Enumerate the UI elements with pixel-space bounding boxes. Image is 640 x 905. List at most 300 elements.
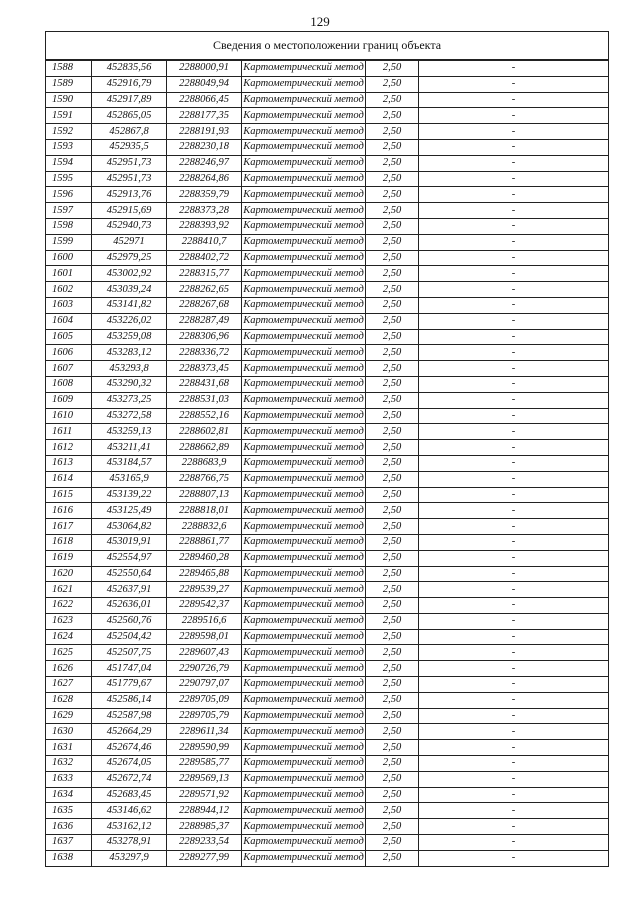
point-number-cell: 1593 (46, 139, 92, 155)
y-coordinate-cell: 2289705,09 (167, 692, 242, 708)
y-coordinate-cell: 2288177,35 (167, 108, 242, 124)
accuracy-cell: 2,50 (366, 92, 419, 108)
description-cell: - (419, 155, 609, 171)
method-cell: Картометрический метод (242, 329, 366, 345)
point-number-cell: 1601 (46, 266, 92, 282)
method-cell: Картометрический метод (242, 519, 366, 535)
accuracy-cell: 2,50 (366, 613, 419, 629)
table-row (46, 297, 609, 313)
y-coordinate-cell: 2289460,28 (167, 550, 242, 566)
description-cell: - (419, 550, 609, 566)
accuracy-cell: 2,50 (366, 392, 419, 408)
x-coordinate-cell: 453125,49 (92, 503, 167, 519)
accuracy-cell: 2,50 (366, 171, 419, 187)
table-row (46, 345, 609, 361)
x-coordinate-cell: 453064,82 (92, 519, 167, 535)
description-cell: - (419, 60, 609, 76)
method-cell: Картометрический метод (242, 740, 366, 756)
description-cell: - (419, 835, 609, 851)
x-coordinate-cell: 452560,76 (92, 613, 167, 629)
table-row (46, 60, 609, 76)
x-coordinate-cell: 452550,64 (92, 566, 167, 582)
accuracy-cell: 2,50 (366, 234, 419, 250)
table-row (46, 677, 609, 693)
table-row (46, 661, 609, 677)
table-row (46, 361, 609, 377)
x-coordinate-cell: 452674,05 (92, 756, 167, 772)
x-coordinate-cell: 453002,92 (92, 266, 167, 282)
y-coordinate-cell: 2288000,91 (167, 60, 242, 76)
point-number-cell: 1638 (46, 850, 92, 866)
point-number-cell: 1615 (46, 487, 92, 503)
accuracy-cell: 2,50 (366, 598, 419, 614)
y-coordinate-cell: 2290726,79 (167, 661, 242, 677)
y-coordinate-cell: 2288662,89 (167, 440, 242, 456)
x-coordinate-cell: 453019,91 (92, 534, 167, 550)
description-cell: - (419, 361, 609, 377)
description-cell: - (419, 329, 609, 345)
description-cell: - (419, 677, 609, 693)
y-coordinate-cell: 2289277,99 (167, 850, 242, 866)
y-coordinate-cell: 2290797,07 (167, 677, 242, 693)
boundary-table (45, 31, 609, 867)
point-number-cell: 1618 (46, 534, 92, 550)
description-cell: - (419, 598, 609, 614)
table-row (46, 218, 609, 234)
point-number-cell: 1616 (46, 503, 92, 519)
x-coordinate-cell: 453162,12 (92, 819, 167, 835)
accuracy-cell: 2,50 (366, 566, 419, 582)
point-number-cell: 1620 (46, 566, 92, 582)
accuracy-cell: 2,50 (366, 645, 419, 661)
point-number-cell: 1589 (46, 76, 92, 92)
table-row (46, 313, 609, 329)
y-coordinate-cell: 2288306,96 (167, 329, 242, 345)
x-coordinate-cell: 453165,9 (92, 471, 167, 487)
table-row (46, 139, 609, 155)
table-row (46, 108, 609, 124)
x-coordinate-cell: 452971 (92, 234, 167, 250)
table-row (46, 392, 609, 408)
point-number-cell: 1617 (46, 519, 92, 535)
point-number-cell: 1637 (46, 835, 92, 851)
accuracy-cell: 2,50 (366, 155, 419, 171)
method-cell: Картометрический метод (242, 613, 366, 629)
table-title: Сведения о местоположении границ объекта (46, 32, 609, 61)
accuracy-cell: 2,50 (366, 187, 419, 203)
y-coordinate-cell: 2288359,79 (167, 187, 242, 203)
accuracy-cell: 2,50 (366, 740, 419, 756)
x-coordinate-cell: 452672,74 (92, 771, 167, 787)
x-coordinate-cell: 452915,69 (92, 203, 167, 219)
y-coordinate-cell: 2289542,37 (167, 598, 242, 614)
accuracy-cell: 2,50 (366, 329, 419, 345)
method-cell: Картометрический метод (242, 487, 366, 503)
y-coordinate-cell: 2289539,27 (167, 582, 242, 598)
method-cell: Картометрический метод (242, 392, 366, 408)
accuracy-cell: 2,50 (366, 361, 419, 377)
point-number-cell: 1607 (46, 361, 92, 377)
x-coordinate-cell: 452664,29 (92, 724, 167, 740)
point-number-cell: 1594 (46, 155, 92, 171)
y-coordinate-cell: 2288049,94 (167, 76, 242, 92)
method-cell: Картометрический метод (242, 787, 366, 803)
table-row (46, 629, 609, 645)
x-coordinate-cell: 452554,97 (92, 550, 167, 566)
table-row (46, 424, 609, 440)
y-coordinate-cell: 2289607,43 (167, 645, 242, 661)
description-cell: - (419, 756, 609, 772)
x-coordinate-cell: 451779,67 (92, 677, 167, 693)
y-coordinate-cell: 2288373,45 (167, 361, 242, 377)
description-cell: - (419, 724, 609, 740)
description-cell: - (419, 771, 609, 787)
point-number-cell: 1633 (46, 771, 92, 787)
description-cell: - (419, 108, 609, 124)
method-cell: Картометрический метод (242, 187, 366, 203)
method-cell: Картометрический метод (242, 250, 366, 266)
table-row (46, 408, 609, 424)
y-coordinate-cell: 2288818,01 (167, 503, 242, 519)
y-coordinate-cell: 2288336,72 (167, 345, 242, 361)
table-row (46, 645, 609, 661)
y-coordinate-cell: 2289585,77 (167, 756, 242, 772)
accuracy-cell: 2,50 (366, 282, 419, 298)
accuracy-cell: 2,50 (366, 677, 419, 693)
method-cell: Картометрический метод (242, 424, 366, 440)
description-cell: - (419, 519, 609, 535)
method-cell: Картометрический метод (242, 313, 366, 329)
method-cell: Картометрический метод (242, 171, 366, 187)
accuracy-cell: 2,50 (366, 471, 419, 487)
accuracy-cell: 2,50 (366, 756, 419, 772)
description-cell: - (419, 266, 609, 282)
table-row (46, 550, 609, 566)
y-coordinate-cell: 2288410,7 (167, 234, 242, 250)
y-coordinate-cell: 2288861,77 (167, 534, 242, 550)
accuracy-cell: 2,50 (366, 819, 419, 835)
table-row (46, 487, 609, 503)
table-body (46, 32, 609, 867)
method-cell: Картометрический метод (242, 645, 366, 661)
method-cell: Картометрический метод (242, 345, 366, 361)
accuracy-cell: 2,50 (366, 724, 419, 740)
description-cell: - (419, 661, 609, 677)
y-coordinate-cell: 2289705,79 (167, 708, 242, 724)
table-row (46, 376, 609, 392)
point-number-cell: 1627 (46, 677, 92, 693)
x-coordinate-cell: 453184,57 (92, 455, 167, 471)
method-cell: Картометрический метод (242, 218, 366, 234)
x-coordinate-cell: 452504,42 (92, 629, 167, 645)
point-number-cell: 1599 (46, 234, 92, 250)
accuracy-cell: 2,50 (366, 455, 419, 471)
point-number-cell: 1595 (46, 171, 92, 187)
method-cell: Картометрический метод (242, 361, 366, 377)
x-coordinate-cell: 453226,02 (92, 313, 167, 329)
accuracy-cell: 2,50 (366, 313, 419, 329)
point-number-cell: 1624 (46, 629, 92, 645)
method-cell: Картометрический метод (242, 756, 366, 772)
accuracy-cell: 2,50 (366, 708, 419, 724)
description-cell: - (419, 408, 609, 424)
method-cell: Картометрический метод (242, 708, 366, 724)
table-row (46, 613, 609, 629)
y-coordinate-cell: 2288807,13 (167, 487, 242, 503)
table-row (46, 787, 609, 803)
point-number-cell: 1592 (46, 124, 92, 140)
method-cell: Картометрический метод (242, 266, 366, 282)
x-coordinate-cell: 452835,56 (92, 60, 167, 76)
table-row (46, 92, 609, 108)
point-number-cell: 1604 (46, 313, 92, 329)
accuracy-cell: 2,50 (366, 629, 419, 645)
description-cell: - (419, 124, 609, 140)
method-cell: Картометрический метод (242, 108, 366, 124)
description-cell: - (419, 803, 609, 819)
method-cell: Картометрический метод (242, 471, 366, 487)
y-coordinate-cell: 2288267,68 (167, 297, 242, 313)
x-coordinate-cell: 453211,41 (92, 440, 167, 456)
accuracy-cell: 2,50 (366, 787, 419, 803)
description-cell: - (419, 424, 609, 440)
y-coordinate-cell: 2288766,75 (167, 471, 242, 487)
accuracy-cell: 2,50 (366, 661, 419, 677)
x-coordinate-cell: 452683,45 (92, 787, 167, 803)
y-coordinate-cell: 2288373,28 (167, 203, 242, 219)
y-coordinate-cell: 2289516,6 (167, 613, 242, 629)
x-coordinate-cell: 453278,91 (92, 835, 167, 851)
accuracy-cell: 2,50 (366, 487, 419, 503)
table-row (46, 708, 609, 724)
y-coordinate-cell: 2289233,54 (167, 835, 242, 851)
table-row (46, 76, 609, 92)
x-coordinate-cell: 453141,82 (92, 297, 167, 313)
description-cell: - (419, 345, 609, 361)
table-row (46, 582, 609, 598)
method-cell: Картометрический метод (242, 124, 366, 140)
x-coordinate-cell: 451747,04 (92, 661, 167, 677)
x-coordinate-cell: 453039,24 (92, 282, 167, 298)
x-coordinate-cell: 453273,25 (92, 392, 167, 408)
y-coordinate-cell: 2289611,34 (167, 724, 242, 740)
point-number-cell: 1632 (46, 756, 92, 772)
description-cell: - (419, 203, 609, 219)
y-coordinate-cell: 2288264,86 (167, 171, 242, 187)
point-number-cell: 1634 (46, 787, 92, 803)
point-number-cell: 1625 (46, 645, 92, 661)
x-coordinate-cell: 452935,5 (92, 139, 167, 155)
table-row (46, 534, 609, 550)
description-cell: - (419, 171, 609, 187)
table-row (46, 155, 609, 171)
accuracy-cell: 2,50 (366, 692, 419, 708)
accuracy-cell: 2,50 (366, 60, 419, 76)
x-coordinate-cell: 452865,05 (92, 108, 167, 124)
description-cell: - (419, 234, 609, 250)
x-coordinate-cell: 452940,73 (92, 218, 167, 234)
description-cell: - (419, 487, 609, 503)
description-cell: - (419, 313, 609, 329)
accuracy-cell: 2,50 (366, 218, 419, 234)
table-row (46, 266, 609, 282)
x-coordinate-cell: 452979,25 (92, 250, 167, 266)
description-cell: - (419, 613, 609, 629)
description-cell: - (419, 218, 609, 234)
point-number-cell: 1606 (46, 345, 92, 361)
x-coordinate-cell: 452913,76 (92, 187, 167, 203)
table-row (46, 234, 609, 250)
accuracy-cell: 2,50 (366, 503, 419, 519)
accuracy-cell: 2,50 (366, 534, 419, 550)
method-cell: Картометрический метод (242, 92, 366, 108)
accuracy-cell: 2,50 (366, 440, 419, 456)
point-number-cell: 1630 (46, 724, 92, 740)
y-coordinate-cell: 2288985,37 (167, 819, 242, 835)
table-row (46, 282, 609, 298)
method-cell: Картометрический метод (242, 692, 366, 708)
x-coordinate-cell: 453139,22 (92, 487, 167, 503)
table-row (46, 171, 609, 187)
table-row (46, 329, 609, 345)
table-row (46, 503, 609, 519)
y-coordinate-cell: 2288315,77 (167, 266, 242, 282)
accuracy-cell: 2,50 (366, 582, 419, 598)
point-number-cell: 1609 (46, 392, 92, 408)
description-cell: - (419, 250, 609, 266)
point-number-cell: 1612 (46, 440, 92, 456)
x-coordinate-cell: 452951,73 (92, 155, 167, 171)
y-coordinate-cell: 2288230,18 (167, 139, 242, 155)
x-coordinate-cell: 453297,9 (92, 850, 167, 866)
accuracy-cell: 2,50 (366, 408, 419, 424)
y-coordinate-cell: 2288191,93 (167, 124, 242, 140)
table-row (46, 756, 609, 772)
x-coordinate-cell: 452586,14 (92, 692, 167, 708)
accuracy-cell: 2,50 (366, 850, 419, 866)
description-cell: - (419, 282, 609, 298)
method-cell: Картометрический метод (242, 440, 366, 456)
y-coordinate-cell: 2288393,92 (167, 218, 242, 234)
x-coordinate-cell: 453293,8 (92, 361, 167, 377)
table-row (46, 455, 609, 471)
description-cell: - (419, 92, 609, 108)
method-cell: Картометрический метод (242, 803, 366, 819)
y-coordinate-cell: 2288246,97 (167, 155, 242, 171)
description-cell: - (419, 297, 609, 313)
description-cell: - (419, 376, 609, 392)
y-coordinate-cell: 2289465,88 (167, 566, 242, 582)
table-row (46, 519, 609, 535)
y-coordinate-cell: 2288431,68 (167, 376, 242, 392)
accuracy-cell: 2,50 (366, 519, 419, 535)
y-coordinate-cell: 2288262,65 (167, 282, 242, 298)
accuracy-cell: 2,50 (366, 771, 419, 787)
point-number-cell: 1631 (46, 740, 92, 756)
point-number-cell: 1588 (46, 60, 92, 76)
method-cell: Картометрический метод (242, 408, 366, 424)
accuracy-cell: 2,50 (366, 835, 419, 851)
accuracy-cell: 2,50 (366, 250, 419, 266)
x-coordinate-cell: 452636,01 (92, 598, 167, 614)
description-cell: - (419, 139, 609, 155)
table-row (46, 440, 609, 456)
accuracy-cell: 2,50 (366, 297, 419, 313)
method-cell: Картометрический метод (242, 455, 366, 471)
point-number-cell: 1603 (46, 297, 92, 313)
accuracy-cell: 2,50 (366, 203, 419, 219)
point-number-cell: 1636 (46, 819, 92, 835)
table-row (46, 771, 609, 787)
point-number-cell: 1621 (46, 582, 92, 598)
accuracy-cell: 2,50 (366, 139, 419, 155)
point-number-cell: 1623 (46, 613, 92, 629)
y-coordinate-cell: 2289569,13 (167, 771, 242, 787)
method-cell: Картометрический метод (242, 835, 366, 851)
x-coordinate-cell: 452674,46 (92, 740, 167, 756)
point-number-cell: 1598 (46, 218, 92, 234)
x-coordinate-cell: 453272,58 (92, 408, 167, 424)
description-cell: - (419, 187, 609, 203)
description-cell: - (419, 534, 609, 550)
y-coordinate-cell: 2288402,72 (167, 250, 242, 266)
method-cell: Картометрический метод (242, 234, 366, 250)
description-cell: - (419, 471, 609, 487)
method-cell: Картометрический метод (242, 139, 366, 155)
accuracy-cell: 2,50 (366, 345, 419, 361)
table-row (46, 692, 609, 708)
method-cell: Картометрический метод (242, 60, 366, 76)
point-number-cell: 1602 (46, 282, 92, 298)
method-cell: Картометрический метод (242, 203, 366, 219)
y-coordinate-cell: 2288832,6 (167, 519, 242, 535)
table-row (46, 740, 609, 756)
table-row (46, 819, 609, 835)
y-coordinate-cell: 2288683,9 (167, 455, 242, 471)
method-cell: Картометрический метод (242, 76, 366, 92)
y-coordinate-cell: 2288944,12 (167, 803, 242, 819)
x-coordinate-cell: 452867,8 (92, 124, 167, 140)
method-cell: Картометрический метод (242, 677, 366, 693)
y-coordinate-cell: 2288531,03 (167, 392, 242, 408)
method-cell: Картометрический метод (242, 661, 366, 677)
point-number-cell: 1635 (46, 803, 92, 819)
point-number-cell: 1590 (46, 92, 92, 108)
point-number-cell: 1629 (46, 708, 92, 724)
accuracy-cell: 2,50 (366, 376, 419, 392)
table-row (46, 724, 609, 740)
x-coordinate-cell: 452587,98 (92, 708, 167, 724)
method-cell: Картометрический метод (242, 819, 366, 835)
table-row (46, 471, 609, 487)
method-cell: Картометрический метод (242, 566, 366, 582)
table-row (46, 250, 609, 266)
method-cell: Картометрический метод (242, 376, 366, 392)
method-cell: Картометрический метод (242, 629, 366, 645)
y-coordinate-cell: 2288552,16 (167, 408, 242, 424)
point-number-cell: 1613 (46, 455, 92, 471)
description-cell: - (419, 850, 609, 866)
x-coordinate-cell: 452507,75 (92, 645, 167, 661)
description-cell: - (419, 708, 609, 724)
method-cell: Картометрический метод (242, 503, 366, 519)
method-cell: Картометрический метод (242, 550, 366, 566)
method-cell: Картометрический метод (242, 771, 366, 787)
description-cell: - (419, 582, 609, 598)
x-coordinate-cell: 453290,32 (92, 376, 167, 392)
description-cell: - (419, 76, 609, 92)
accuracy-cell: 2,50 (366, 124, 419, 140)
